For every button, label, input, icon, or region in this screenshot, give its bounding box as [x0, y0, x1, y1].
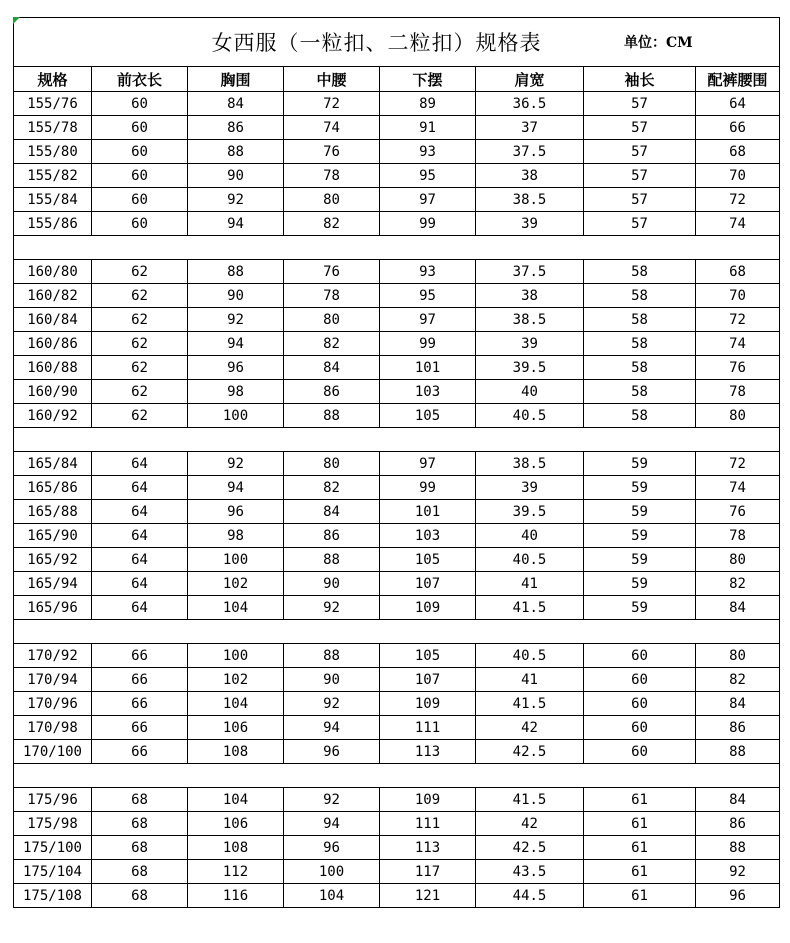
table-cell: 160/92 — [14, 404, 92, 428]
table-cell: 113 — [380, 740, 476, 764]
table-cell: 62 — [92, 284, 188, 308]
table-cell: 60 — [584, 692, 696, 716]
table-cell: 160/80 — [14, 260, 92, 284]
table-cell: 105 — [380, 644, 476, 668]
table-cell: 74 — [696, 476, 780, 500]
table-cell: 60 — [92, 116, 188, 140]
table-row — [14, 884, 780, 908]
table-cell: 111 — [380, 716, 476, 740]
column-header: 胸围 — [188, 67, 284, 92]
table-cell: 60 — [92, 140, 188, 164]
table-cell: 59 — [584, 548, 696, 572]
table-cell: 106 — [188, 716, 284, 740]
table-cell: 60 — [584, 644, 696, 668]
table-cell: 40 — [476, 380, 584, 404]
column-header: 配裤腰围 — [696, 67, 780, 92]
table-cell: 96 — [696, 884, 780, 908]
table-cell: 64 — [92, 476, 188, 500]
table-cell: 105 — [380, 548, 476, 572]
table-cell: 109 — [380, 596, 476, 620]
separator-cell — [14, 236, 780, 260]
table-row — [14, 332, 780, 356]
table-cell: 64 — [92, 572, 188, 596]
table-cell: 40.5 — [476, 548, 584, 572]
header-row — [14, 67, 780, 92]
table-cell: 86 — [284, 380, 380, 404]
table-cell: 82 — [696, 668, 780, 692]
table-cell: 61 — [584, 788, 696, 812]
table-cell: 89 — [380, 92, 476, 116]
table-cell: 96 — [284, 740, 380, 764]
table-cell: 86 — [284, 524, 380, 548]
table-row — [14, 596, 780, 620]
table-cell: 70 — [696, 164, 780, 188]
table-row — [14, 188, 780, 212]
table-cell: 99 — [380, 212, 476, 236]
table-cell: 92 — [284, 788, 380, 812]
table-cell: 68 — [696, 260, 780, 284]
table-row — [14, 164, 780, 188]
table-cell: 68 — [92, 836, 188, 860]
table-cell: 42 — [476, 716, 584, 740]
size-chart-sheet — [13, 17, 779, 908]
table-cell: 62 — [92, 356, 188, 380]
table-cell: 98 — [188, 524, 284, 548]
table-cell: 101 — [380, 500, 476, 524]
table-cell: 103 — [380, 524, 476, 548]
column-header: 前衣长 — [92, 67, 188, 92]
selection-corner-marker — [13, 17, 20, 24]
table-cell: 58 — [584, 260, 696, 284]
table-cell: 88 — [284, 644, 380, 668]
table-cell: 60 — [92, 92, 188, 116]
table-cell: 96 — [188, 500, 284, 524]
table-cell: 58 — [584, 284, 696, 308]
table-cell: 62 — [92, 260, 188, 284]
table-cell: 107 — [380, 572, 476, 596]
column-header: 中腰 — [284, 67, 380, 92]
table-cell: 104 — [188, 596, 284, 620]
table-row — [14, 260, 780, 284]
table-row — [14, 644, 780, 668]
table-cell: 105 — [380, 404, 476, 428]
table-cell: 61 — [584, 812, 696, 836]
table-cell: 92 — [188, 452, 284, 476]
table-cell: 100 — [188, 644, 284, 668]
table-cell: 97 — [380, 188, 476, 212]
table-cell: 78 — [284, 284, 380, 308]
table-cell: 88 — [188, 140, 284, 164]
table-cell: 104 — [284, 884, 380, 908]
table-cell: 62 — [92, 308, 188, 332]
table-cell: 41.5 — [476, 596, 584, 620]
table-cell: 108 — [188, 740, 284, 764]
table-cell: 165/88 — [14, 500, 92, 524]
table-cell: 175/108 — [14, 884, 92, 908]
table-cell: 121 — [380, 884, 476, 908]
table-cell: 38.5 — [476, 452, 584, 476]
table-cell: 72 — [696, 308, 780, 332]
table-cell: 41.5 — [476, 788, 584, 812]
size-chart-table — [13, 17, 780, 908]
table-cell: 84 — [696, 788, 780, 812]
table-cell: 37.5 — [476, 260, 584, 284]
table-cell: 90 — [284, 572, 380, 596]
table-cell: 58 — [584, 308, 696, 332]
table-row — [14, 380, 780, 404]
table-cell: 60 — [92, 212, 188, 236]
table-cell: 160/82 — [14, 284, 92, 308]
table-cell: 57 — [584, 164, 696, 188]
table-cell: 61 — [584, 836, 696, 860]
table-row — [14, 692, 780, 716]
table-cell: 90 — [188, 164, 284, 188]
table-cell: 64 — [696, 92, 780, 116]
table-cell: 102 — [188, 572, 284, 596]
table-cell: 82 — [284, 212, 380, 236]
table-cell: 88 — [284, 548, 380, 572]
table-cell: 36.5 — [476, 92, 584, 116]
table-cell: 155/82 — [14, 164, 92, 188]
table-cell: 58 — [584, 356, 696, 380]
table-cell: 109 — [380, 692, 476, 716]
table-cell: 74 — [696, 212, 780, 236]
table-row — [14, 500, 780, 524]
table-cell: 94 — [188, 212, 284, 236]
table-cell: 155/80 — [14, 140, 92, 164]
table-cell: 80 — [696, 548, 780, 572]
table-cell: 72 — [284, 92, 380, 116]
table-row — [14, 812, 780, 836]
table-cell: 90 — [188, 284, 284, 308]
table-cell: 104 — [188, 692, 284, 716]
table-cell: 86 — [696, 812, 780, 836]
table-cell: 64 — [92, 524, 188, 548]
table-cell: 59 — [584, 452, 696, 476]
table-cell: 99 — [380, 476, 476, 500]
table-row — [14, 452, 780, 476]
table-cell: 100 — [188, 548, 284, 572]
table-body — [14, 92, 780, 908]
table-row — [14, 836, 780, 860]
table-cell: 59 — [584, 524, 696, 548]
title-row — [14, 18, 780, 67]
table-row — [14, 788, 780, 812]
table-cell: 42 — [476, 812, 584, 836]
table-cell: 86 — [696, 716, 780, 740]
table-cell: 78 — [696, 380, 780, 404]
table-cell: 76 — [284, 140, 380, 164]
table-cell: 170/100 — [14, 740, 92, 764]
table-cell: 42.5 — [476, 740, 584, 764]
table-cell: 94 — [284, 716, 380, 740]
table-cell: 116 — [188, 884, 284, 908]
table-cell: 175/96 — [14, 788, 92, 812]
table-cell: 84 — [696, 596, 780, 620]
table-cell: 94 — [188, 332, 284, 356]
table-cell: 170/92 — [14, 644, 92, 668]
table-cell: 58 — [584, 380, 696, 404]
table-cell: 108 — [188, 836, 284, 860]
table-cell: 155/86 — [14, 212, 92, 236]
table-cell: 86 — [188, 116, 284, 140]
table-row — [14, 404, 780, 428]
table-cell: 76 — [696, 500, 780, 524]
table-cell: 41.5 — [476, 692, 584, 716]
table-cell: 170/96 — [14, 692, 92, 716]
table-cell: 41 — [476, 572, 584, 596]
table-cell: 82 — [284, 332, 380, 356]
table-cell: 39 — [476, 332, 584, 356]
table-cell: 88 — [284, 404, 380, 428]
column-header: 下摆 — [380, 67, 476, 92]
separator-cell — [14, 620, 780, 644]
table-cell: 92 — [284, 692, 380, 716]
table-cell: 62 — [92, 380, 188, 404]
table-cell: 88 — [696, 836, 780, 860]
table-cell: 64 — [92, 452, 188, 476]
table-row — [14, 572, 780, 596]
table-cell: 84 — [284, 356, 380, 380]
table-cell: 57 — [584, 140, 696, 164]
table-cell: 38.5 — [476, 308, 584, 332]
table-row — [14, 212, 780, 236]
table-cell: 41 — [476, 668, 584, 692]
table-cell: 97 — [380, 308, 476, 332]
group-separator-row — [14, 236, 780, 260]
table-cell: 96 — [188, 356, 284, 380]
table-cell: 39 — [476, 212, 584, 236]
table-cell: 88 — [696, 740, 780, 764]
table-cell: 82 — [284, 476, 380, 500]
table-cell: 66 — [92, 644, 188, 668]
table-cell: 101 — [380, 356, 476, 380]
table-cell: 43.5 — [476, 860, 584, 884]
table-cell: 102 — [188, 668, 284, 692]
table-cell: 175/104 — [14, 860, 92, 884]
table-cell: 88 — [188, 260, 284, 284]
table-cell: 155/76 — [14, 92, 92, 116]
table-cell: 78 — [284, 164, 380, 188]
separator-cell — [14, 764, 780, 788]
table-row — [14, 140, 780, 164]
table-row — [14, 524, 780, 548]
column-header: 袖长 — [584, 67, 696, 92]
table-cell: 57 — [584, 116, 696, 140]
table-row — [14, 476, 780, 500]
table-cell: 165/92 — [14, 548, 92, 572]
table-cell: 80 — [284, 308, 380, 332]
table-cell: 64 — [92, 500, 188, 524]
table-cell: 100 — [284, 860, 380, 884]
table-cell: 94 — [284, 812, 380, 836]
table-cell: 91 — [380, 116, 476, 140]
table-cell: 160/86 — [14, 332, 92, 356]
table-cell: 57 — [584, 212, 696, 236]
table-cell: 96 — [284, 836, 380, 860]
table-cell: 80 — [696, 644, 780, 668]
table-row — [14, 740, 780, 764]
column-header: 肩宽 — [476, 67, 584, 92]
table-cell: 78 — [696, 524, 780, 548]
table-row — [14, 668, 780, 692]
table-cell: 175/100 — [14, 836, 92, 860]
table-row — [14, 308, 780, 332]
table-cell: 44.5 — [476, 884, 584, 908]
table-cell: 82 — [696, 572, 780, 596]
table-cell: 160/90 — [14, 380, 92, 404]
title-cell — [14, 18, 780, 67]
table-cell: 170/98 — [14, 716, 92, 740]
table-cell: 98 — [188, 380, 284, 404]
table-cell: 92 — [284, 596, 380, 620]
table-cell: 66 — [696, 116, 780, 140]
table-cell: 68 — [92, 860, 188, 884]
table-cell: 111 — [380, 812, 476, 836]
table-row — [14, 548, 780, 572]
table-cell: 60 — [584, 740, 696, 764]
table-cell: 64 — [92, 596, 188, 620]
table-cell: 39.5 — [476, 356, 584, 380]
table-cell: 62 — [92, 332, 188, 356]
table-cell: 66 — [92, 740, 188, 764]
table-cell: 38.5 — [476, 188, 584, 212]
table-cell: 38 — [476, 284, 584, 308]
table-cell: 59 — [584, 572, 696, 596]
table-cell: 59 — [584, 476, 696, 500]
table-cell: 62 — [92, 404, 188, 428]
table-cell: 95 — [380, 164, 476, 188]
table-cell: 68 — [92, 788, 188, 812]
table-cell: 97 — [380, 452, 476, 476]
table-cell: 61 — [584, 860, 696, 884]
table-cell: 95 — [380, 284, 476, 308]
table-cell: 60 — [584, 716, 696, 740]
table-cell: 64 — [92, 548, 188, 572]
table-cell: 84 — [284, 500, 380, 524]
unit-label: 单位：CM — [624, 35, 693, 51]
table-cell: 57 — [584, 92, 696, 116]
table-cell: 58 — [584, 332, 696, 356]
table-cell: 39 — [476, 476, 584, 500]
table-cell: 60 — [584, 668, 696, 692]
table-cell: 37.5 — [476, 140, 584, 164]
table-cell: 57 — [584, 188, 696, 212]
table-cell: 165/96 — [14, 596, 92, 620]
table-cell: 72 — [696, 452, 780, 476]
table-cell: 160/88 — [14, 356, 92, 380]
table-cell: 70 — [696, 284, 780, 308]
table-cell: 68 — [92, 812, 188, 836]
table-cell: 92 — [188, 188, 284, 212]
table-cell: 155/84 — [14, 188, 92, 212]
table-cell: 93 — [380, 140, 476, 164]
table-cell: 103 — [380, 380, 476, 404]
table-cell: 90 — [284, 668, 380, 692]
table-cell: 60 — [92, 188, 188, 212]
table-cell: 109 — [380, 788, 476, 812]
table-cell: 80 — [284, 188, 380, 212]
group-separator-row — [14, 428, 780, 452]
table-cell: 175/98 — [14, 812, 92, 836]
table-cell: 59 — [584, 596, 696, 620]
table-cell: 40 — [476, 524, 584, 548]
table-cell: 42.5 — [476, 836, 584, 860]
table-cell: 84 — [696, 692, 780, 716]
table-cell: 165/94 — [14, 572, 92, 596]
table-cell: 38 — [476, 164, 584, 188]
table-row — [14, 92, 780, 116]
table-cell: 84 — [188, 92, 284, 116]
table-cell: 100 — [188, 404, 284, 428]
group-separator-row — [14, 620, 780, 644]
table-row — [14, 116, 780, 140]
table-cell: 74 — [696, 332, 780, 356]
page-title: 女西服（一粒扣、二粒扣）规格表 — [211, 31, 542, 55]
table-cell: 58 — [584, 404, 696, 428]
table-cell: 76 — [284, 260, 380, 284]
table-cell: 93 — [380, 260, 476, 284]
table-cell: 66 — [92, 692, 188, 716]
table-cell: 68 — [696, 140, 780, 164]
table-cell: 94 — [188, 476, 284, 500]
separator-cell — [14, 428, 780, 452]
table-cell: 99 — [380, 332, 476, 356]
table-cell: 80 — [284, 452, 380, 476]
table-row — [14, 356, 780, 380]
table-cell: 155/78 — [14, 116, 92, 140]
table-cell: 117 — [380, 860, 476, 884]
table-cell: 106 — [188, 812, 284, 836]
table-cell: 112 — [188, 860, 284, 884]
table-cell: 76 — [696, 356, 780, 380]
column-header: 规格 — [14, 67, 92, 92]
table-cell: 72 — [696, 188, 780, 212]
table-row — [14, 860, 780, 884]
table-cell: 40.5 — [476, 404, 584, 428]
group-separator-row — [14, 764, 780, 788]
table-cell: 60 — [92, 164, 188, 188]
table-cell: 160/84 — [14, 308, 92, 332]
table-cell: 92 — [188, 308, 284, 332]
table-cell: 59 — [584, 500, 696, 524]
table-cell: 40.5 — [476, 644, 584, 668]
table-cell: 37 — [476, 116, 584, 140]
table-cell: 104 — [188, 788, 284, 812]
table-cell: 66 — [92, 716, 188, 740]
table-cell: 107 — [380, 668, 476, 692]
table-cell: 80 — [696, 404, 780, 428]
table-cell: 74 — [284, 116, 380, 140]
table-cell: 170/94 — [14, 668, 92, 692]
table-cell: 61 — [584, 884, 696, 908]
table-cell: 113 — [380, 836, 476, 860]
table-row — [14, 284, 780, 308]
table-cell: 92 — [696, 860, 780, 884]
table-cell: 165/84 — [14, 452, 92, 476]
table-cell: 165/90 — [14, 524, 92, 548]
table-row — [14, 716, 780, 740]
table-cell: 68 — [92, 884, 188, 908]
table-cell: 165/86 — [14, 476, 92, 500]
table-cell: 39.5 — [476, 500, 584, 524]
table-cell: 66 — [92, 668, 188, 692]
